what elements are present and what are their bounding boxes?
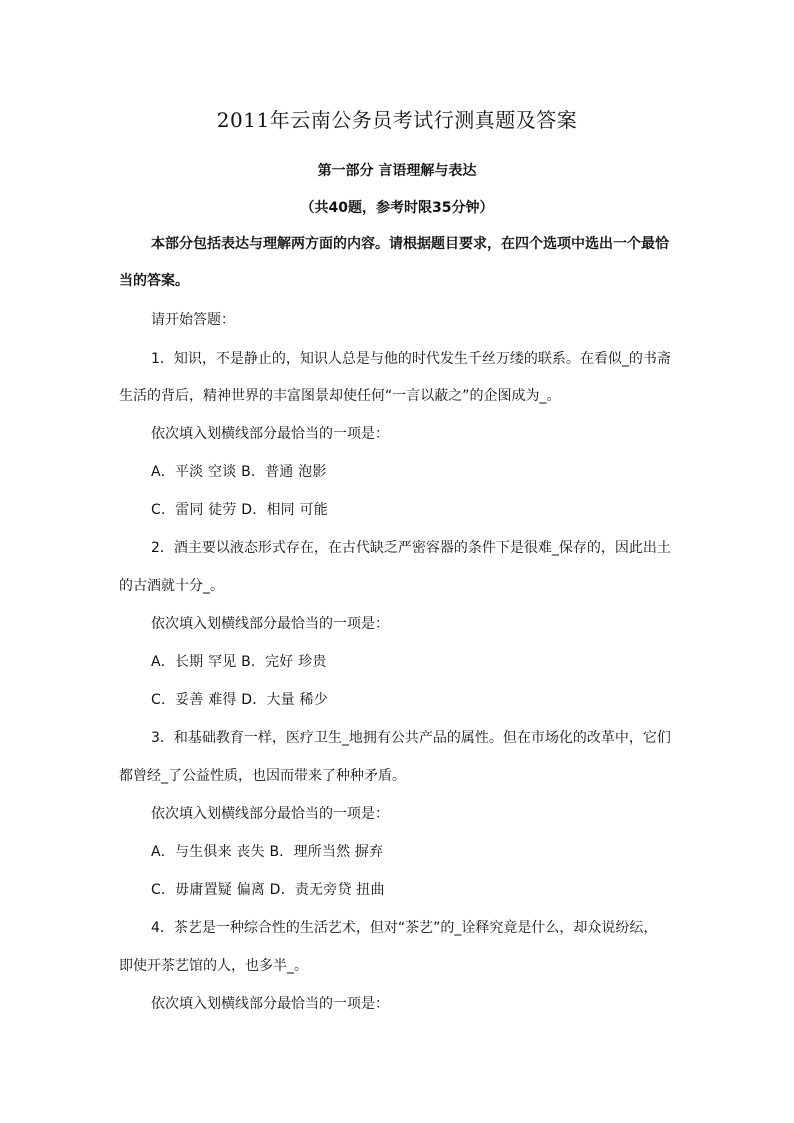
instruction-line-1: 本部分包括表达与理解两方面的内容。请根据题目要求，在四个选项中选出一个最恰: [151, 236, 669, 252]
question-1-options-ab: A．平淡 空谈 B．普通 泡影: [151, 464, 327, 480]
question-1-options-cd: C．雷同 徒劳 D．相同 可能: [151, 502, 328, 518]
question-1-line-2: 生活的背后，精神世界的丰富图景却使任何“一言以蔽之”的企图成为_。: [119, 388, 561, 404]
question-2-line-1: 2．酒主要以液态形式存在，在古代缺乏严密容器的条件下是很难_保存的，因此出土: [151, 540, 671, 556]
question-2-options-ab: A．长期 罕见 B．完好 珍贵: [151, 654, 327, 670]
question-3-prompt: 依次填入划横线部分最恰当的一项是：: [151, 806, 389, 822]
question-2-prompt: 依次填入划横线部分最恰当的一项是：: [151, 616, 389, 632]
question-1-prompt: 依次填入划横线部分最恰当的一项是：: [151, 426, 389, 442]
question-3-options-cd: C．毋庸置疑 偏离 D．责无旁贷 扭曲: [151, 882, 385, 898]
question-3-options-ab: A．与生俱来 丧失 B．理所当然 摒弃: [151, 844, 384, 860]
section-title: 第一部分 言语理解与表达: [317, 163, 477, 179]
question-4-prompt: 依次填入划横线部分最恰当的一项是：: [151, 996, 389, 1012]
question-2-options-cd: C．妥善 难得 D．大量 稀少: [151, 692, 328, 708]
question-4-line-1: 4．茶艺是一种综合性的生活艺术，但对“茶艺”的_诠释究竟是什么，却众说纷纭，: [151, 920, 658, 936]
question-3-line-1: 3．和基础教育一样，医疗卫生_地拥有公共产品的属性。但在市场化的改革中，它们: [151, 730, 671, 746]
section-note: （共40题，参考时限35分钟）: [300, 200, 494, 216]
document-title: 2011年云南公务员考试行测真题及答案: [216, 108, 578, 132]
question-4-line-2: 即使开茶艺馆的人，也多半_。: [119, 958, 308, 974]
question-1-line-1: 1．知识，不是静止的，知识人总是与他的时代发生千丝万缕的联系。在看似_的书斋: [151, 351, 671, 367]
start-prompt: 请开始答题：: [151, 312, 235, 328]
question-2-line-2: 的古酒就十分_。: [119, 578, 224, 594]
question-3-line-2: 都曾经_了公益性质，也因而带来了种种矛盾。: [119, 768, 406, 784]
instruction-line-2: 当的答案。: [119, 273, 189, 289]
